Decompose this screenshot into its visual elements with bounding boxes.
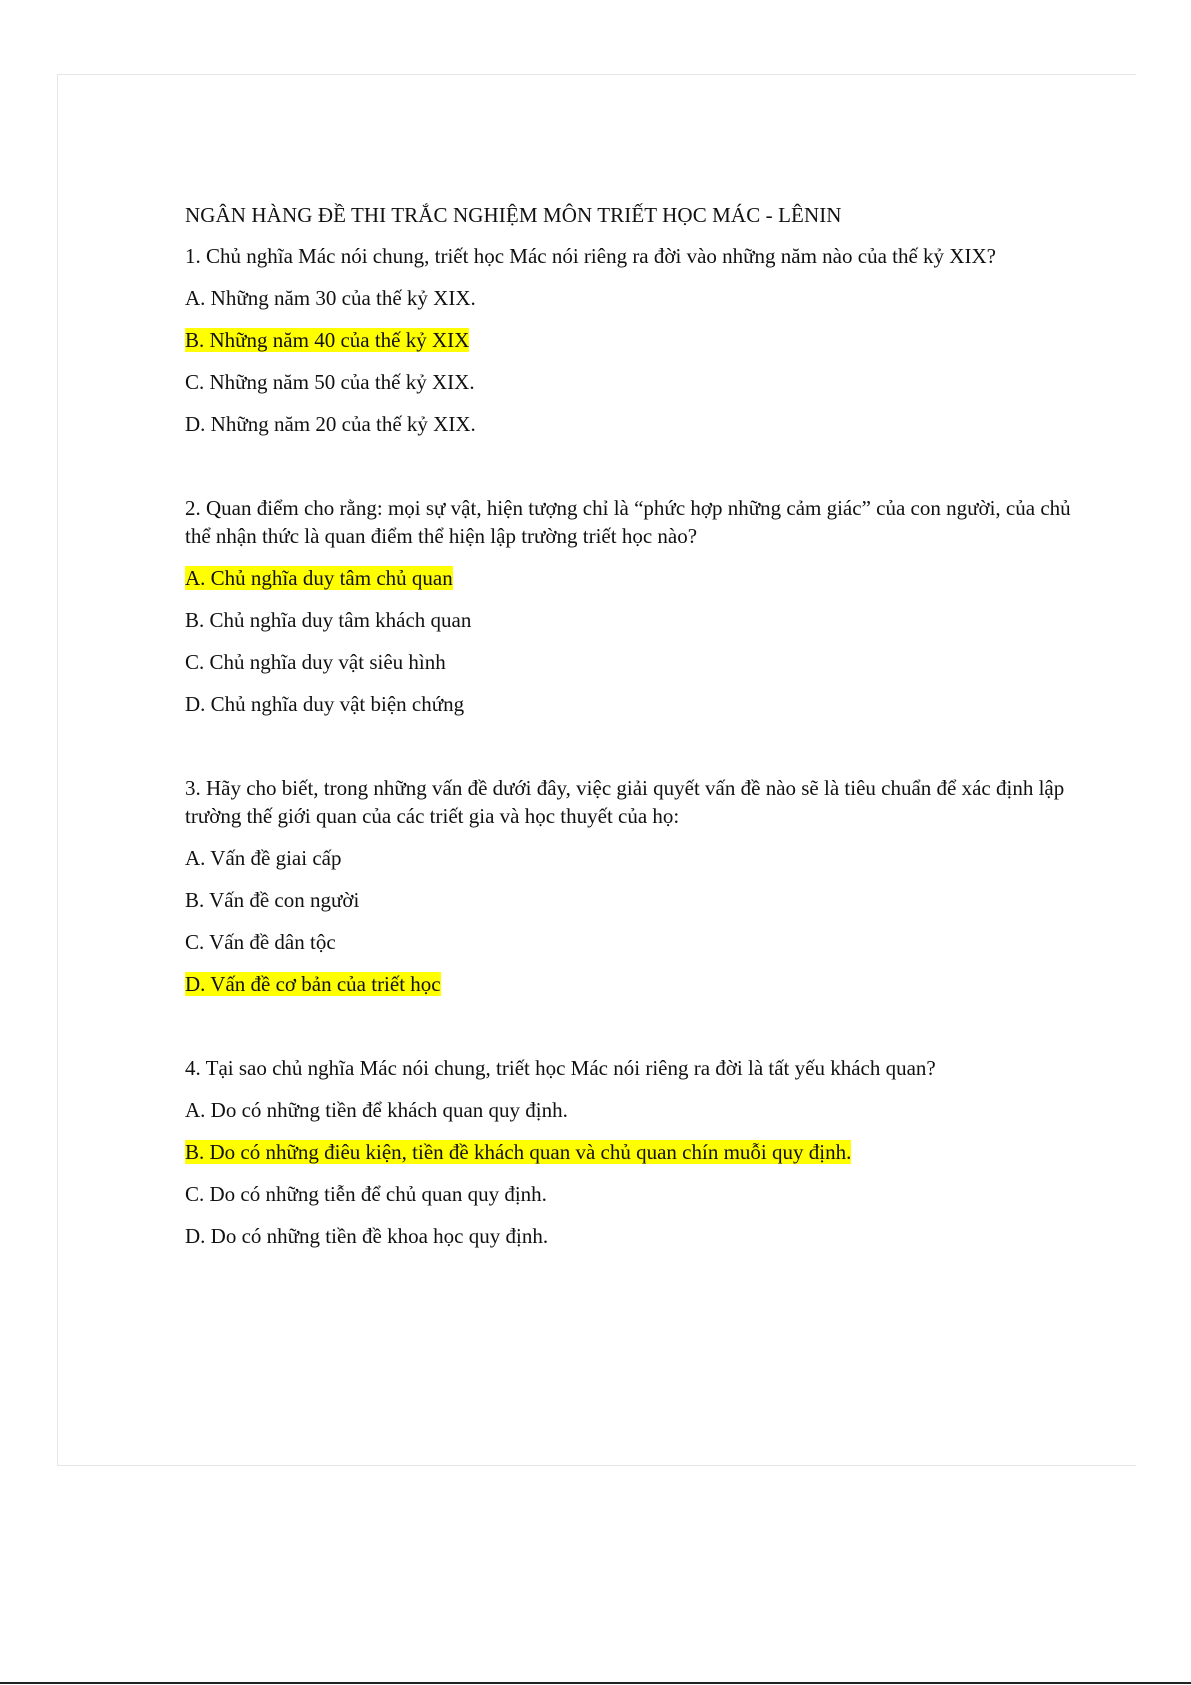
answer-option-text: A. Do có những tiền để khách quan quy định. [185, 1098, 568, 1122]
answer-option [185, 886, 1085, 914]
answer-option-text: C. Do có những tiễn để chủ quan quy định. [185, 1182, 547, 1206]
question-text: 1. Chủ nghĩa Mác nói chung, triết học Mác nói riêng ra đời vào những năm nào của thế kỷ XIX? [185, 244, 996, 268]
answer-option [185, 928, 1085, 956]
answer-option [185, 844, 1085, 872]
answer-option [185, 606, 1085, 634]
question-block [185, 494, 1085, 718]
document-page [57, 74, 1136, 1466]
answer-option [185, 284, 1085, 312]
answer-option-text: D. Chủ nghĩa duy vật biện chứng [185, 692, 465, 716]
question-text: 3. Hãy cho biết, trong những vấn đề dưới đây, việc giải quyết vấn đề nào sẽ là tiêu chuẩn để xác định lập trường thế giới quan của các triết gia và học thuyết của họ: [185, 776, 1065, 828]
answer-option-highlighted [185, 970, 1085, 998]
page-bottom-divider [0, 1682, 1191, 1684]
answer-option-text: D. Vấn đề cơ bản của triết học [185, 972, 441, 996]
answer-option [185, 410, 1085, 438]
answer-option [185, 368, 1085, 396]
answer-option-text: A. Vấn đề giai cấp [185, 846, 342, 870]
answer-option [185, 1180, 1085, 1208]
document-content [185, 201, 1085, 1264]
answer-option-text: C. Chủ nghĩa duy vật siêu hình [185, 650, 446, 674]
answer-option [185, 1096, 1085, 1124]
answer-option-highlighted [185, 326, 1085, 354]
answer-option-text: C. Những năm 50 của thế kỷ XIX. [185, 370, 475, 394]
question-spacer [185, 732, 1085, 774]
document-title: NGÂN HÀNG ĐỀ THI TRẮC NGHIỆM MÔN TRIẾT HỌC MÁC - LÊNIN [185, 203, 842, 227]
answer-option-text: B. Do có những điêu kiện, tiền đề khách quan và chủ quan chín muỗi quy định. [185, 1140, 852, 1164]
answer-option-text: B. Vấn đề con người [185, 888, 360, 912]
answer-option-text: B. Những năm 40 của thế kỷ XIX [185, 328, 470, 352]
answer-option-text: D. Những năm 20 của thế kỷ XIX. [185, 412, 476, 436]
answer-option-text: B. Chủ nghĩa duy tâm khách quan [185, 608, 472, 632]
question-spacer [185, 1012, 1085, 1054]
answer-option-text: A. Chủ nghĩa duy tâm chủ quan [185, 566, 453, 590]
question-text: 2. Quan điểm cho rằng: mọi sự vật, hiện tượng chỉ là “phức hợp những cảm giác” của con người, của chủ thể nhận thức là quan điểm thể hiện lập trường triết học nào? [185, 496, 1071, 548]
answer-option-highlighted [185, 1138, 1085, 1166]
answer-option-text: D. Do có những tiền đề khoa học quy định. [185, 1224, 549, 1248]
question-block [185, 774, 1085, 998]
question-spacer [185, 452, 1085, 494]
question-block [185, 1054, 1085, 1250]
answer-option-text: C. Vấn đề dân tộc [185, 930, 336, 954]
question-block [185, 242, 1085, 438]
answer-option-highlighted [185, 564, 1085, 592]
answer-option [185, 690, 1085, 718]
question-text: 4. Tại sao chủ nghĩa Mác nói chung, triết học Mác nói riêng ra đời là tất yếu khách quan? [185, 1056, 936, 1080]
answer-option-text: A. Những năm 30 của thế kỷ XIX. [185, 286, 476, 310]
answer-option [185, 648, 1085, 676]
answer-option [185, 1222, 1085, 1250]
